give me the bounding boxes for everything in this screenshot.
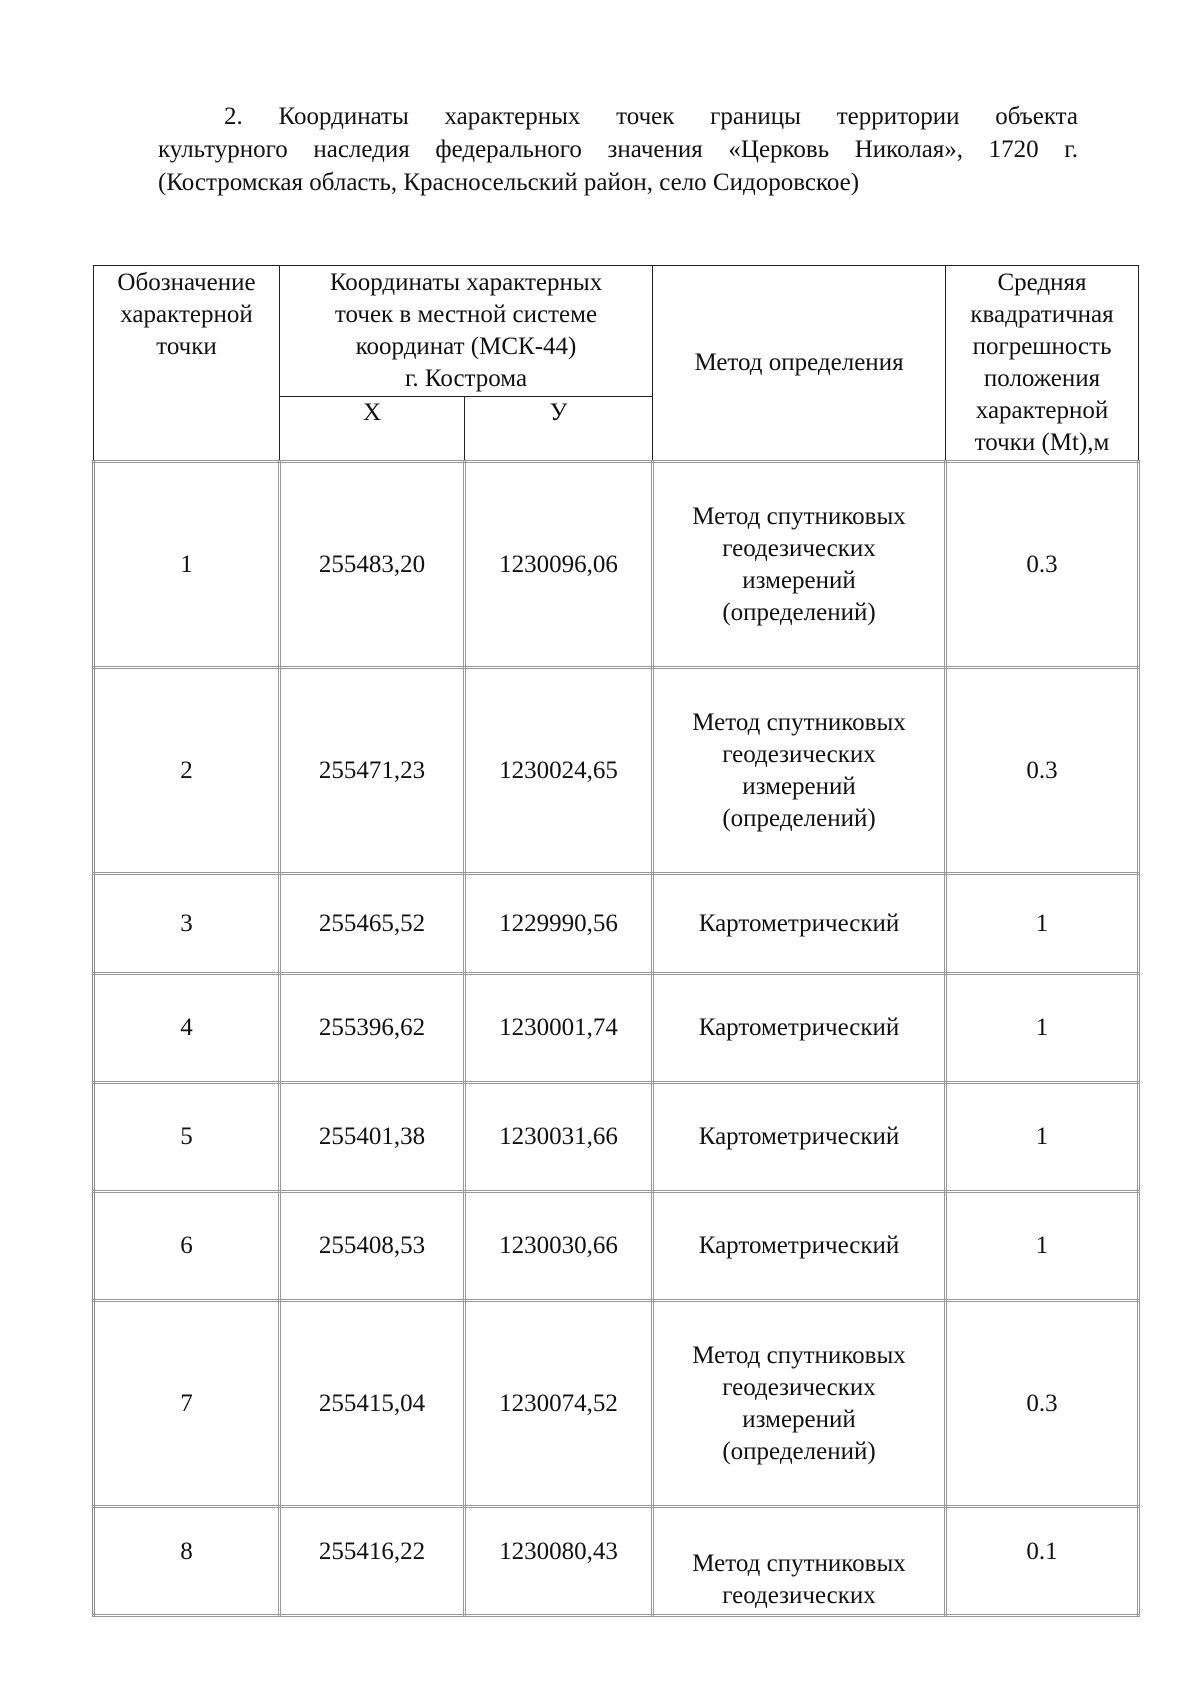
header-method (653, 266, 946, 462)
method-line: Картометрический (698, 909, 900, 937)
method-cell (653, 1083, 946, 1192)
x-cell: 255416,22 (280, 1507, 465, 1616)
point-cell: 4 (94, 974, 280, 1083)
method-cell (653, 874, 946, 974)
y-cell: 1229990,56 (465, 874, 653, 974)
coordinates-table (92, 265, 1140, 1617)
table-row (94, 974, 1139, 1083)
x-cell: 255408,53 (280, 1192, 465, 1301)
y-cell: 1230096,06 (465, 462, 653, 668)
header-error-line: квадратичная (970, 301, 1114, 328)
point-cell: 6 (94, 1192, 280, 1301)
header-error-line: точки (Mt),м (974, 429, 1110, 456)
heading-line-3: (Костромская область, Красносельский район, село Сидоровское) (158, 169, 860, 196)
header-coordinates-line: Координаты характерных (329, 269, 603, 296)
header-error-line: погрешность (972, 333, 1112, 360)
method-line: Картометрический (698, 1232, 900, 1259)
table-row (94, 668, 1139, 874)
table-row (94, 462, 1139, 668)
method-line: Метод спутниковых (692, 1341, 906, 1369)
header-designation-line: Обозначение (117, 269, 256, 296)
method-line: геодезических (722, 534, 876, 562)
x-cell: 255415,04 (280, 1301, 465, 1507)
y-cell: 1230080,43 (465, 1507, 653, 1616)
y-cell: 1230074,52 (465, 1301, 653, 1507)
point-cell: 2 (94, 668, 280, 874)
header-y: У (465, 397, 653, 462)
table-row (94, 874, 1139, 974)
method-cell (653, 462, 946, 668)
method-cell (653, 1192, 946, 1301)
method-line: Метод спутниковых (692, 502, 906, 530)
method-line: геодезических (722, 1373, 876, 1401)
error-cell: 0.3 (946, 462, 1139, 668)
header-error-line: положения (983, 365, 1101, 392)
y-cell: 1230001,74 (465, 974, 653, 1083)
error-cell: 1 (946, 874, 1139, 974)
table-row (94, 1507, 1139, 1616)
heading-line-2: культурного наследия федерального значения «Церковь Николая», 1720 г. (158, 136, 1078, 163)
table-row (94, 1301, 1139, 1507)
method-line: (определений) (722, 1437, 876, 1465)
heading-line-1: 2. Координаты характерных точек границы территории объекта (224, 103, 1078, 130)
error-cell: 0.1 (946, 1507, 1139, 1616)
method-cell (653, 974, 946, 1083)
header-coordinates (280, 266, 653, 397)
method-line: (определений) (722, 598, 876, 626)
table-row (94, 1192, 1139, 1301)
point-cell: 7 (94, 1301, 280, 1507)
x-cell: 255396,62 (280, 974, 465, 1083)
header-x: Х (280, 397, 465, 462)
error-cell: 0.3 (946, 1301, 1139, 1507)
x-cell: 255483,20 (280, 462, 465, 668)
x-cell: 255465,52 (280, 874, 465, 974)
header-designation (94, 266, 280, 462)
point-cell: 8 (94, 1507, 280, 1616)
error-cell: 1 (946, 1192, 1139, 1301)
method-line: Картометрический (698, 1014, 900, 1041)
point-cell: 5 (94, 1083, 280, 1192)
y-cell: 1230024,65 (465, 668, 653, 874)
method-line: геодезических (722, 740, 876, 768)
method-line: Картометрический (698, 1123, 900, 1150)
header-designation-line: точки (156, 333, 217, 360)
header-error (946, 266, 1139, 462)
header-error-line: характерной (975, 397, 1109, 424)
method-cell (653, 1507, 946, 1616)
error-cell: 0.3 (946, 668, 1139, 874)
y-cell: 1230031,66 (465, 1083, 653, 1192)
error-cell: 1 (946, 1083, 1139, 1192)
method-line: измерений (742, 1405, 856, 1433)
method-cell (653, 1301, 946, 1507)
x-cell: 255471,23 (280, 668, 465, 874)
header-method-label: Метод определения (694, 349, 904, 376)
x-cell: 255401,38 (280, 1083, 465, 1192)
document-heading (158, 100, 1078, 199)
method-line: Метод спутниковых (692, 708, 906, 736)
error-cell: 1 (946, 974, 1139, 1083)
y-cell: 1230030,66 (465, 1192, 653, 1301)
table-row (94, 1083, 1139, 1192)
header-coordinates-line: точек в местной системе (334, 301, 598, 328)
method-line: Метод спутниковых (692, 1550, 906, 1577)
method-line: геодезических (722, 1582, 876, 1609)
method-line: измерений (742, 566, 856, 594)
header-coordinates-line: координат (МСК-44) (355, 333, 577, 360)
header-designation-line: характерной (120, 301, 253, 328)
point-cell: 3 (94, 874, 280, 974)
method-line: измерений (742, 772, 856, 800)
header-error-line: Средняя (997, 269, 1087, 296)
table-body (94, 462, 1139, 1616)
method-line: (определений) (722, 804, 876, 832)
header-coordinates-line: г. Кострома (404, 365, 528, 392)
method-cell (653, 668, 946, 874)
point-cell: 1 (94, 462, 280, 668)
